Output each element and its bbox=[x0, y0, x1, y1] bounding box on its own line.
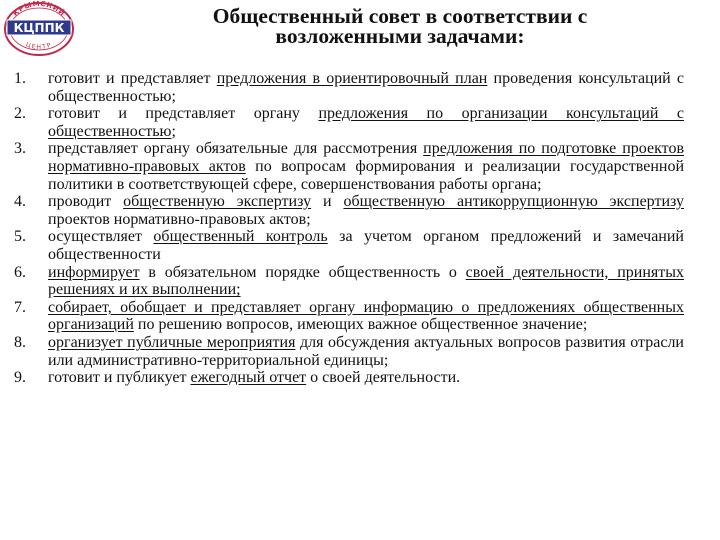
text-segment: по решению вопросов, имеющих важное общественное значение; bbox=[133, 316, 588, 334]
list-item-number: 9. bbox=[14, 369, 26, 387]
list-item-text bbox=[48, 264, 684, 299]
text-segment: и bbox=[311, 193, 344, 211]
text-segment: за учетом органом предложений и замечаний общественности bbox=[48, 228, 684, 263]
underlined-phrase: ежегодный отчет bbox=[190, 369, 307, 387]
underlined-phrase: предложения по подготовке проектов нормативно-правовых актов bbox=[48, 140, 684, 175]
underlined-phrase: информирует bbox=[48, 263, 140, 281]
text-segment: проектов нормативно-правовых актов; bbox=[48, 210, 311, 228]
text-segment: ; bbox=[171, 122, 176, 140]
underlined-phrase: общественную антикоррупционную экспертизу bbox=[343, 193, 684, 211]
title-line-1: Общественный совет в соответствии с bbox=[212, 4, 588, 28]
text-segment: для обсуждения актуальных вопросов развития отрасли или административно-территориальной единицы; bbox=[48, 333, 684, 369]
svg-text:КРЫМСКИЙ: КРЫМСКИЙ bbox=[11, 0, 67, 18]
underlined-phrase: предложения в ориентировочный план bbox=[216, 70, 488, 87]
underlined-phrase: общественный контроль bbox=[153, 228, 328, 246]
text-segment: проведения консультаций с общественностью; bbox=[48, 70, 685, 105]
text-segment: по вопросам формирования и реализации государственной политики в соответствующей сфере, совершенствования работы органа; bbox=[48, 157, 685, 193]
duties-list bbox=[14, 70, 684, 387]
list-item-text bbox=[48, 140, 684, 193]
list-item bbox=[14, 299, 684, 334]
list-item bbox=[14, 369, 684, 387]
list-item-text bbox=[48, 70, 684, 105]
text-segment: осуществляет bbox=[48, 228, 154, 246]
text-segment: готовит и представляет bbox=[48, 70, 217, 87]
text-segment: в обязательном порядке общественность о bbox=[139, 263, 466, 281]
list-item-text bbox=[48, 193, 684, 228]
list-item bbox=[14, 70, 684, 105]
list-item bbox=[14, 264, 684, 299]
list-item-text bbox=[48, 105, 684, 140]
list-item-number: 4. bbox=[14, 193, 26, 211]
list-item bbox=[14, 105, 684, 140]
list-item bbox=[14, 140, 684, 193]
underlined-phrase: общественную экспертизу bbox=[123, 193, 312, 211]
text-segment: готовит и представляет органу bbox=[48, 105, 319, 123]
text-segment: готовит и публикует bbox=[48, 369, 191, 387]
list-item bbox=[14, 334, 684, 369]
list-item-text bbox=[48, 228, 684, 263]
page-title bbox=[80, 6, 720, 46]
organization-logo bbox=[2, 0, 76, 56]
list-item-number: 5. bbox=[14, 228, 26, 246]
underlined-phrase: организует публичные мероприятия bbox=[48, 333, 296, 351]
text-segment: о своей деятельности. bbox=[306, 369, 461, 387]
svg-text:ЦЕНТР: ЦЕНТР bbox=[24, 41, 54, 51]
list-item-number: 6. bbox=[14, 263, 26, 281]
list-item-text bbox=[48, 299, 684, 334]
svg-text:КЦППК: КЦППК bbox=[13, 21, 65, 35]
underlined-phrase: предложения по организации консультаций с общественностью bbox=[48, 105, 684, 140]
list-item bbox=[14, 193, 684, 228]
list-item-number: 7. bbox=[14, 298, 26, 316]
list-item-number: 3. bbox=[14, 140, 26, 158]
list-item-number: 2. bbox=[14, 105, 26, 123]
underlined-phrase: своей деятельности, принятых решениях и их выполнении; bbox=[48, 263, 684, 299]
underlined-phrase: собирает, обобщает и представляет органу информацию о предложениях общественных организаций bbox=[48, 298, 684, 334]
list-item-number: 8. bbox=[14, 333, 26, 351]
list-item-text bbox=[48, 369, 684, 387]
list-item bbox=[14, 228, 684, 263]
list-item-number: 1. bbox=[14, 70, 26, 87]
list-item-text bbox=[48, 334, 684, 369]
text-segment: проводит bbox=[48, 193, 124, 211]
text-segment: представляет органу обязательные для рассмотрения bbox=[48, 140, 424, 158]
title-line-2: возложенными задачами: bbox=[275, 24, 525, 48]
